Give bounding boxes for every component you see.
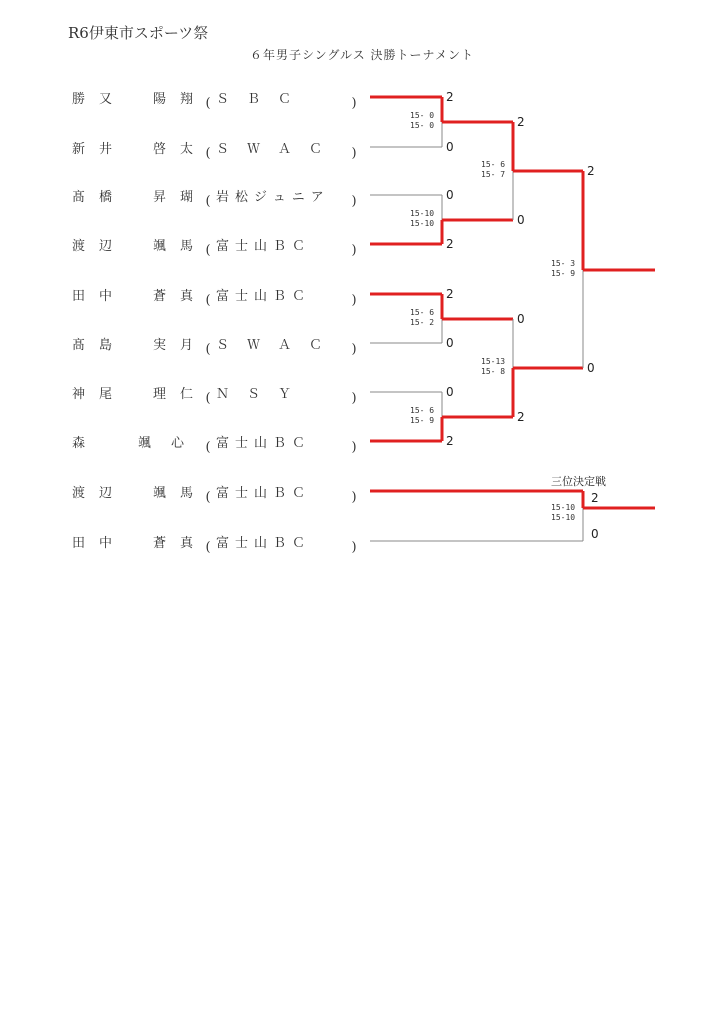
round1-match-score-top: 0 xyxy=(446,385,454,399)
round1-match-game-2: 15- 9 xyxy=(410,416,435,425)
round1-match-score-bottom: 2 xyxy=(446,434,454,448)
player-name: 新井 啓太 xyxy=(72,142,208,157)
third-place-score-top: 2 xyxy=(591,491,599,505)
third-place-game-2: 15-10 xyxy=(551,513,576,522)
tournament-title: ６年男子シングルス 決勝トーナメント xyxy=(249,48,475,62)
round2-match-game-1: 15-13 xyxy=(481,357,506,366)
player-club: ( ＳＢＣ ) xyxy=(200,88,362,111)
third-place-score-bottom: 0 xyxy=(591,527,599,541)
round1-match-game-1: 15- 6 xyxy=(410,406,435,415)
third-place-game-1: 15-10 xyxy=(551,503,576,512)
player-name: 髙橋 昇瑚 xyxy=(72,190,208,205)
round1-match-game-2: 15-10 xyxy=(410,219,435,228)
round1-match-score-top: 2 xyxy=(446,90,454,104)
round1-match-game-2: 15- 2 xyxy=(410,318,435,327)
club-name: ＮＳＹ xyxy=(216,387,310,402)
player-name: 髙島 実月 xyxy=(72,338,208,353)
player-club: ( ＳＷＡＣ ) xyxy=(200,138,362,161)
round2-match-score-bottom: 0 xyxy=(517,213,525,227)
player-club: ( ＳＷＡＣ ) xyxy=(200,334,362,357)
player-club: ( 富士山ＢＣ ) xyxy=(200,482,362,505)
player-name: 渡辺 颯馬 xyxy=(72,486,208,501)
player-name: 田中 蒼真 xyxy=(72,289,208,304)
player-name: 神尾 理仁 xyxy=(72,387,208,402)
round1-match-score-bottom: 2 xyxy=(446,237,454,251)
club-name: ＳＷＡＣ xyxy=(216,142,341,157)
round2-match-game-2: 15- 8 xyxy=(481,367,506,376)
player-name: 勝又 陽翔 xyxy=(72,92,208,107)
player-name: 森 颯心 xyxy=(72,436,205,451)
round2-match-score-bottom: 2 xyxy=(517,410,525,424)
club-name: ＳＢＣ xyxy=(216,92,310,107)
round2-match-score-top: 2 xyxy=(517,115,525,129)
final-game-1: 15- 3 xyxy=(551,259,576,268)
player-name: 田中 蒼真 xyxy=(72,536,208,551)
club-name: 富士山ＢＣ xyxy=(216,536,312,551)
club-name: 富士山ＢＣ xyxy=(216,436,312,451)
round2-match-game-1: 15- 6 xyxy=(481,160,506,169)
player-club: ( 岩松ジュニア ) xyxy=(200,186,362,209)
third-place-label: 三位決定戦 xyxy=(551,475,606,488)
round1-match-score-top: 0 xyxy=(446,188,454,202)
final-game-2: 15- 9 xyxy=(551,269,576,278)
round1-match-score-bottom: 0 xyxy=(446,336,454,350)
player-club: ( 富士山ＢＣ ) xyxy=(200,235,362,258)
final-score-bottom: 0 xyxy=(587,361,595,375)
player-name: 渡辺 颯馬 xyxy=(72,239,208,254)
round1-match-game-2: 15- 0 xyxy=(410,121,435,130)
player-club: ( 富士山ＢＣ ) xyxy=(200,532,362,555)
round1-match-game-1: 15-10 xyxy=(410,209,435,218)
club-name: 富士山ＢＣ xyxy=(216,486,312,501)
club-name: 富士山ＢＣ xyxy=(216,239,312,254)
player-club: ( 富士山ＢＣ ) xyxy=(200,285,362,308)
player-club: ( ＮＳＹ ) xyxy=(200,383,362,406)
round1-match-game-1: 15- 6 xyxy=(410,308,435,317)
round1-match-score-top: 2 xyxy=(446,287,454,301)
round2-match-score-top: 0 xyxy=(517,312,525,326)
club-name: 岩松ジュニア xyxy=(216,190,330,205)
final-score-top: 2 xyxy=(587,164,595,178)
round1-match-score-bottom: 0 xyxy=(446,140,454,154)
page-title: R6伊東市スポーツ祭 xyxy=(68,24,209,42)
round2-match-game-2: 15- 7 xyxy=(481,170,506,179)
club-name: ＳＷＡＣ xyxy=(216,338,341,353)
player-club: ( 富士山ＢＣ ) xyxy=(200,432,362,455)
club-name: 富士山ＢＣ xyxy=(216,289,312,304)
round1-match-game-1: 15- 0 xyxy=(410,111,435,120)
